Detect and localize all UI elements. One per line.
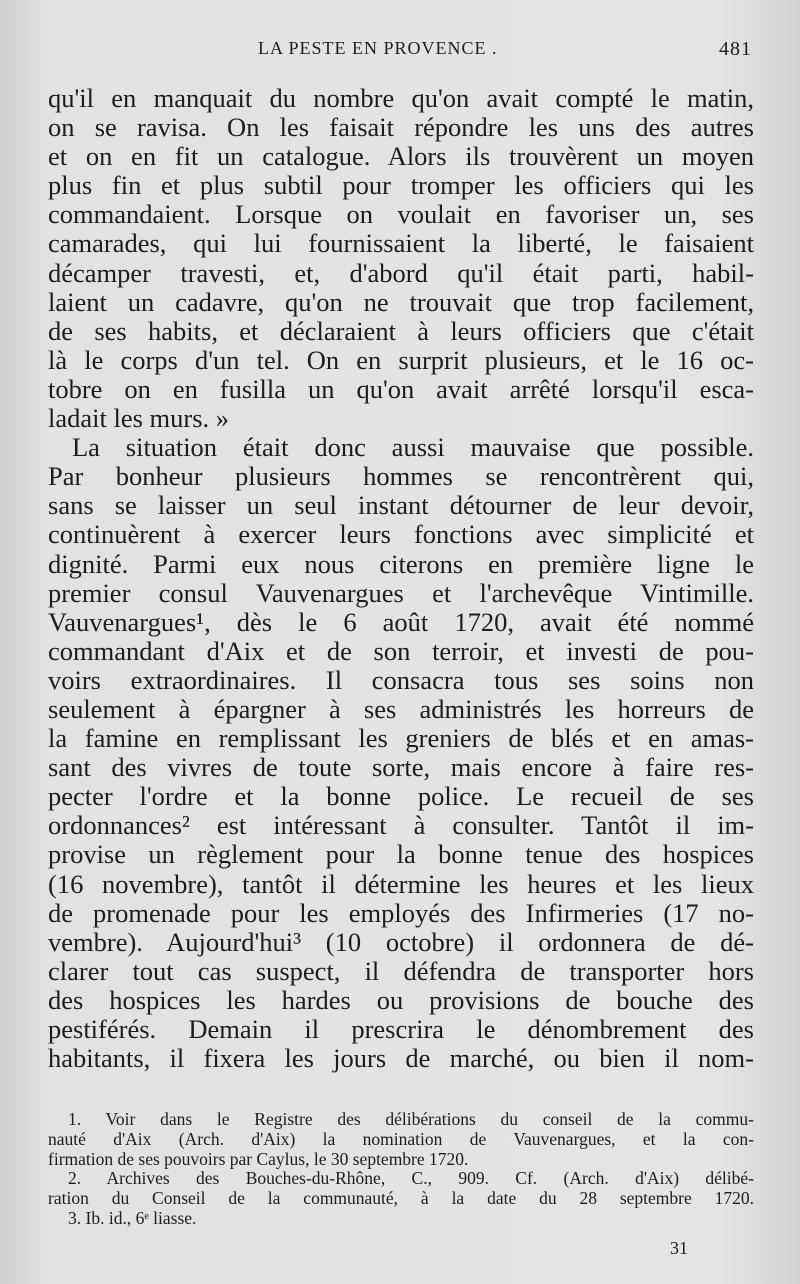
text-line: pecter l'ordre et la bonne police. Le recueil de ses bbox=[48, 781, 754, 812]
text-line: Vauvenargues¹, dès le 6 août 1720, avait été nommé bbox=[48, 606, 754, 637]
text-line: seulement à épargner à ses administrés les horreurs de bbox=[48, 693, 754, 724]
text-line: des hospices les hardes ou provisions de bouche des bbox=[48, 984, 754, 1015]
running-title: LA PESTE EN PROVENCE . bbox=[258, 38, 498, 58]
footnote-line: nauté d'Aix (Arch. d'Aix) la nomination de Vauvenargues, et la con- bbox=[48, 1128, 754, 1149]
footnote-line: 1. Voir dans le Registre des délibérations du conseil de la commu- bbox=[68, 1109, 754, 1129]
text-line: continuèrent à exercer leurs fonctions avec simplicité et bbox=[48, 519, 754, 550]
text-line: camarades, qui lui fournissaient la liberté, le faisaient bbox=[48, 228, 754, 259]
text-line: commandant d'Aix et de son terroir, et investi de pou- bbox=[48, 635, 754, 666]
text-line: la famine en remplissant les greniers de blés et en amas- bbox=[48, 723, 754, 754]
footnote-line: 3. Ib. id., 6ᵉ liasse. bbox=[68, 1207, 197, 1228]
text-line: de ses habits, et déclaraient à leurs officiers que c'était bbox=[48, 315, 754, 346]
text-line: là le corps d'un tel. On en surprit plusieurs, et le 16 oc- bbox=[48, 344, 754, 375]
page-header bbox=[258, 38, 752, 62]
text-line: sans se laisser un seul instant détourner de leur devoir, bbox=[48, 490, 754, 521]
footnotes bbox=[48, 1110, 754, 1229]
text-line: dignité. Parmi eux nous citerons en première ligne le bbox=[48, 548, 754, 579]
text-line: clarer tout cas suspect, il défendra de transporter hors bbox=[48, 955, 754, 986]
text-line: habitants, il fixera les jours de marché, ou bien il nom- bbox=[48, 1043, 754, 1074]
text-line: premier consul Vauvenargues et l'archevêque Vintimille. bbox=[48, 577, 754, 608]
footnote-line: firmation de ses pouvoirs par Caylus, le 30 septembre 1720. bbox=[48, 1148, 469, 1169]
footnote-line: 2. Archives des Bouches-du-Rhône, C., 909. Cf. (Arch. d'Aix) délibé- bbox=[68, 1168, 754, 1189]
footnote-line: ration du Conseil de la communauté, à la date du 28 septembre 1720. bbox=[48, 1188, 754, 1209]
text-line: ordonnances² est intéressant à consulter. Tantôt il im- bbox=[48, 810, 754, 841]
text-line: qu'il en manquait du nombre qu'on avait compté le matin, bbox=[48, 83, 754, 113]
text-line: plus fin et plus subtil pour tromper les officiers qui les bbox=[48, 170, 754, 201]
text-line: sant des vivres de toute sorte, mais encore à faire res- bbox=[48, 752, 754, 783]
text-line: vembre). Aujourd'hui³ (10 octobre) il ordonnera de dé- bbox=[48, 926, 754, 957]
printer-signature-mark: 31 bbox=[670, 1238, 688, 1258]
text-line: et on en fit un catalogue. Alors ils trouvèrent un moyen bbox=[48, 141, 754, 172]
body-text bbox=[48, 84, 754, 1073]
text-line: Par bonheur plusieurs hommes se rencontrèrent qui, bbox=[48, 461, 754, 492]
page-number: 481 bbox=[719, 38, 752, 60]
text-line: (16 novembre), tantôt il détermine les heures et les lieux bbox=[48, 868, 754, 899]
text-line: tobre on en fusilla un qu'on avait arrêté lorsqu'il esca- bbox=[48, 373, 754, 404]
text-line: pestiférés. Demain il prescrira le dénombrement des bbox=[48, 1014, 754, 1044]
text-line: on se ravisa. On les faisait répondre les uns des autres bbox=[48, 112, 754, 143]
text-line: provise un règlement pour la bonne tenue des hospices bbox=[48, 839, 754, 870]
text-line: voirs extraordinaires. Il consacra tous ses soins non bbox=[48, 664, 754, 695]
text-line: décamper travesti, et, d'abord qu'il était parti, habil- bbox=[48, 257, 754, 288]
text-line: ladait les murs. » bbox=[48, 403, 230, 434]
text-line: La situation était donc aussi mauvaise que possible. bbox=[72, 432, 754, 463]
text-line: laient un cadavre, qu'on ne trouvait que trop facilement, bbox=[48, 286, 754, 317]
text-line: de promenade pour les employés des Infirmeries (17 no- bbox=[48, 897, 754, 928]
text-line: commandaient. Lorsque on voulait en favoriser un, ses bbox=[48, 199, 754, 230]
